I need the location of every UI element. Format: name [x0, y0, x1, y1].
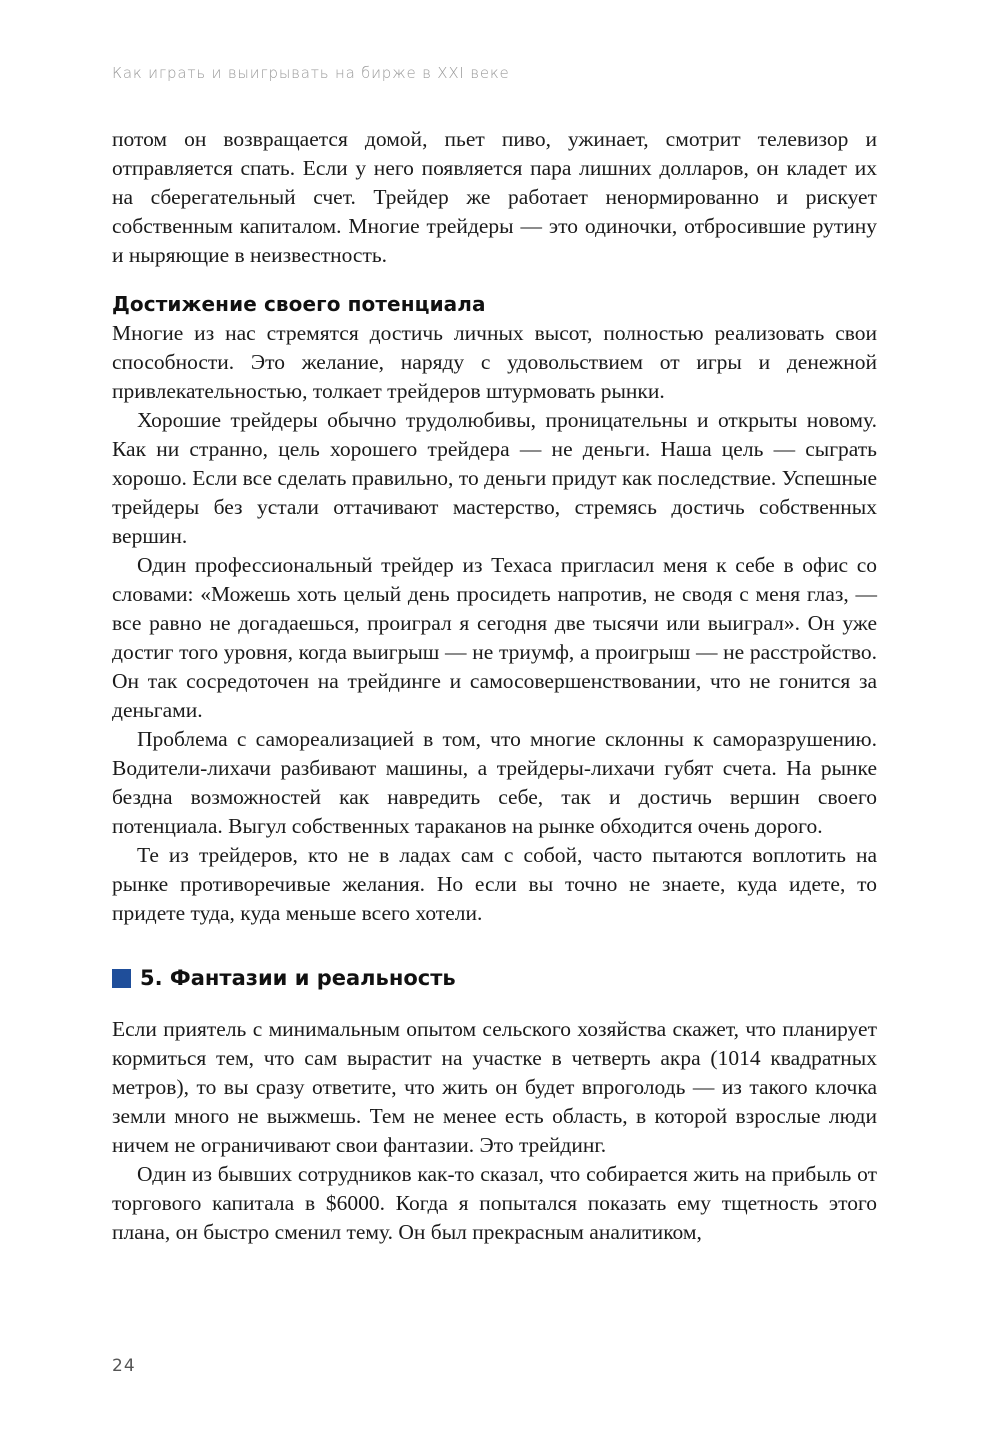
paragraph: Если приятель с минимальным опытом сельского хозяйства скажет, что планирует кормиться тем, что сам вырастит на участке в четверть акра (1014 квадратных метров), то вы сразу ответите, что жить он будет впроголодь — из такого клочка земли много не выжмешь. Тем не менее есть область, в которой взрослые люди ничем не ограничивают свои фантазии. Это трейдинг.	[112, 1017, 877, 1157]
page-number: 24	[112, 1356, 136, 1376]
section-title: 5. Фантазии и реальность	[140, 966, 456, 990]
paragraph: Те из трейдеров, кто не в ладах сам с собой, часто пытаются воплотить на рынке противоречивые желания. Но если вы точно не знаете, куда идете, то придете туда, куда меньше всего хотели.	[112, 843, 877, 925]
paragraph: Проблема с самореализацией в том, что многие склонны к саморазрушению. Водители-лихачи разбивают машины, а трейдеры-лихачи губят счета. На рынке бездна возможностей как навредить себе, так и достичь вершин своего потенциала. Выгул собственных тараканов на рынке обходится очень дорого.	[112, 727, 877, 838]
paragraph: Один профессиональный трейдер из Техаса пригласил меня к себе в офис со словами: «Можешь хоть целый день просидеть напротив, не сводя с меня глаз, — все равно не догадаешься, проиграл я сегодня две тысячи или выиграл». Он уже достиг того уровня, когда выигрыш — не триумф, а проигрыш — не расстройство. Он так сосредоточен на трейдинге и самосовершенствовании, что не гонится за деньгами.	[112, 553, 877, 722]
paragraph: Хорошие трейдеры обычно трудолюбивы, проницательны и открыты новому. Как ни странно, цель хорошего трейдера — не деньги. Наша цель — сыграть хорошо. Если все сделать правильно, то деньги придут как последствие. Успешные трейдеры без устали оттачивают мастерство, стремясь достичь собственных вершин.	[112, 408, 877, 548]
paragraph: Один из бывших сотрудников как-то сказал, что собирается жить на прибыль от торгового капитала в $6000. Когда я попытался показать ему тщетность этого плана, он быстро сменил тему. Он был прекрасным аналитиком,	[112, 1162, 877, 1244]
running-header: Как играть и выигрывать на бирже в XXI веке	[112, 64, 510, 82]
page-body	[112, 125, 877, 1247]
paragraph-continued: потом он возвращается домой, пьет пиво, ужинает, смотрит телевизор и отправляется спать. Если у него появляется пара лишних долларов, он кладет их на сберегательный счет. Трейдер же работает ненормированно и рискует собственным капиталом. Многие трейдеры — это одиночки, отбросившие рутину и ныряющие в неизвестность.	[112, 127, 877, 267]
paragraph: Многие из нас стремятся достичь личных высот, полностью реализовать свои способности. Это желание, наряду с удовольствием от игры и денежной привлекательностью, толкает трейдеров штурмовать рынки.	[112, 321, 877, 403]
subheading-potential: Достижение своего потенциала	[112, 292, 486, 316]
section-marker-square	[112, 969, 131, 988]
section-heading	[112, 928, 877, 1015]
